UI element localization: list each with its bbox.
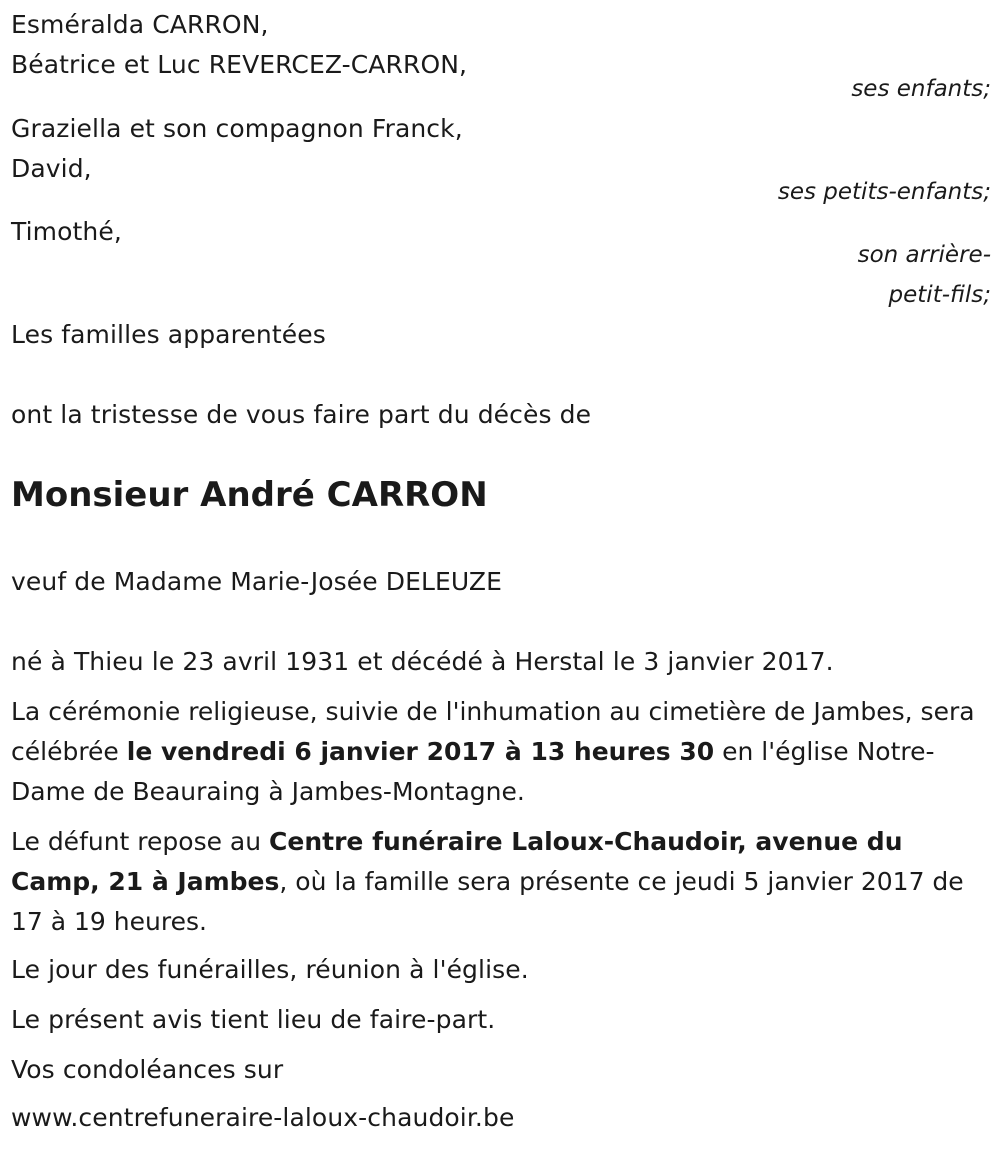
related-families: Les familles apparentées xyxy=(11,320,326,349)
ceremony-text-2: en l'église Notre-Dame de Beauraing à Jambes-Montagne. xyxy=(11,737,935,806)
announcement-intro: ont la tristesse de vous faire part du décès de xyxy=(11,400,592,429)
grandchildren-role: ses petits-enfants; xyxy=(777,179,991,205)
ceremony-text-1: La cérémonie religieuse, suivie de l'inhumation au cimetière de Jambes, sera célébrée xyxy=(11,697,975,766)
death-notice xyxy=(11,0,991,1150)
notice-statement: Le présent avis tient lieu de faire-part. xyxy=(11,1005,496,1034)
ceremony-datetime: le vendredi 6 janvier 2017 à 13 heures 30 xyxy=(126,737,715,766)
repose-paragraph xyxy=(11,822,986,942)
child-name-1: Esméralda CARRON, xyxy=(11,10,269,39)
widower-of: veuf de Madame Marie-Josée DELEUZE xyxy=(11,567,502,596)
ceremony-paragraph xyxy=(11,692,986,812)
condolences-label: Vos condoléances sur xyxy=(11,1055,284,1084)
deceased-name: Monsieur André CARRON xyxy=(11,475,488,515)
grandchild-name-1: Graziella et son compagnon Franck, xyxy=(11,114,463,143)
great-grandchild-role-line1: son arrière- xyxy=(857,242,991,268)
great-grandchild-role-line2: petit-fils; xyxy=(888,282,991,308)
repose-text-1: Le défunt repose au xyxy=(11,827,270,856)
condolences-url[interactable]: www.centrefuneraire-laloux-chaudoir.be xyxy=(11,1103,515,1132)
birth-death: né à Thieu le 23 avril 1931 et décédé à Herstal le 3 janvier 2017. xyxy=(11,647,834,676)
funeral-day: Le jour des funérailles, réunion à l'église. xyxy=(11,955,529,984)
child-name-2: Béatrice et Luc REVERCEZ-CARRON, xyxy=(11,50,468,79)
great-grandchild-name: Timothé, xyxy=(11,217,122,246)
repose-text-2: , où la famille sera présente ce jeudi 5 janvier 2017 de 17 à 19 heures. xyxy=(11,867,964,936)
repose-location: Centre funéraire Laloux-Chaudoir, avenue du Camp, 21 à Jambes xyxy=(11,827,903,896)
children-role: ses enfants; xyxy=(851,76,991,102)
grandchild-name-2: David, xyxy=(11,154,92,183)
